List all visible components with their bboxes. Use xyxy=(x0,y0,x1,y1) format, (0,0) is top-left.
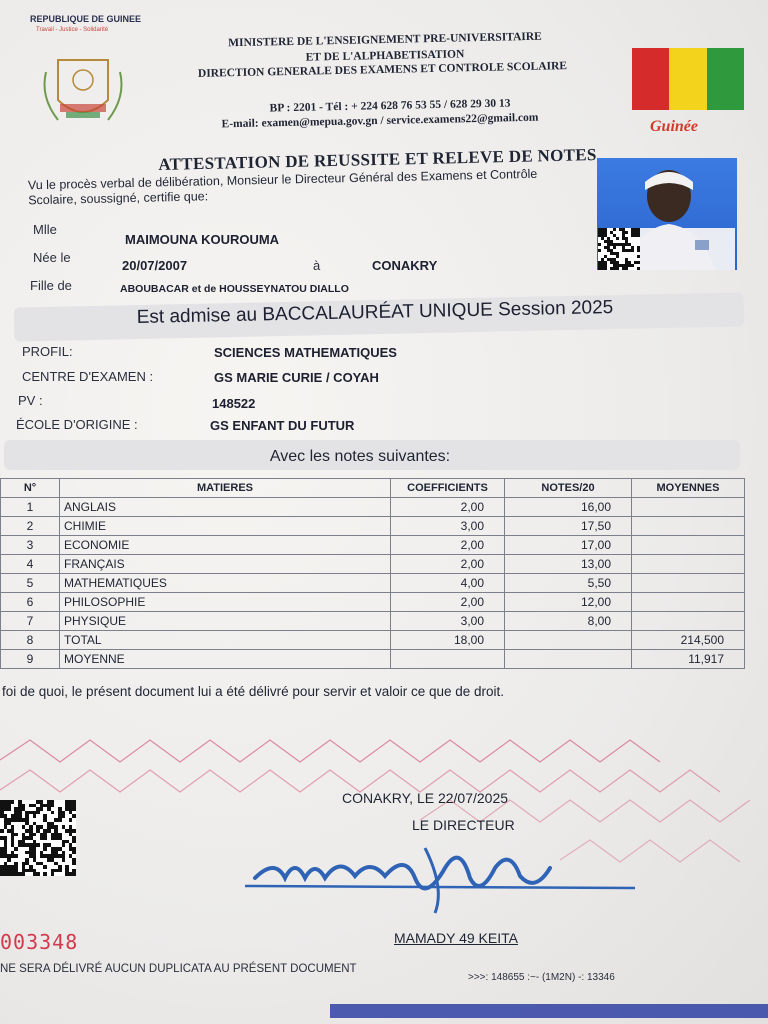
cell-coefficient: 2,00 xyxy=(391,593,505,612)
cell-moyenne xyxy=(632,593,745,612)
photo-qr-code xyxy=(598,228,640,270)
signature-place-date: CONAKRY, LE 22/07/2025 xyxy=(342,790,509,806)
cell-moyenne xyxy=(632,517,745,536)
security-wave-pattern xyxy=(0,700,768,960)
bottom-blue-strip xyxy=(330,1004,768,1018)
cell-coefficient: 3,00 xyxy=(391,517,505,536)
guinea-flag xyxy=(632,48,744,110)
ecole-label: ÉCOLE D'ORIGINE : xyxy=(16,417,138,432)
serial-number: 003348 xyxy=(0,930,79,954)
cell-moyenne: 11,917 xyxy=(632,650,745,669)
table-row xyxy=(1,536,745,555)
cell-note: 17,00 xyxy=(505,536,632,555)
table-row xyxy=(1,650,745,669)
cell-note: 12,00 xyxy=(505,593,632,612)
pv-value: 148522 xyxy=(212,396,256,411)
cell-coefficient: 3,00 xyxy=(391,612,505,631)
cell-note: 16,00 xyxy=(505,498,632,517)
cell-number: 8 xyxy=(1,631,60,650)
cell-matiere: TOTAL xyxy=(60,631,391,650)
header-coefficients: COEFFICIENTS xyxy=(391,479,505,498)
parents-label: Fille de xyxy=(30,278,72,293)
document-qr-code xyxy=(0,800,76,876)
cell-matiere: ANGLAIS xyxy=(60,498,391,517)
table-row xyxy=(1,498,745,517)
contact-phone: BP : 2201 - Tél : + 224 628 76 53 55 / 628 29 30 13 xyxy=(269,97,511,115)
centre-label: CENTRE D'EXAMEN : xyxy=(22,369,154,384)
cell-coefficient: 2,00 xyxy=(391,555,505,574)
table-row xyxy=(1,517,745,536)
cell-note: 5,50 xyxy=(505,574,632,593)
closing-statement: foi de quoi, le présent document lui a été délivré pour servir et valoir ce que de droit. xyxy=(2,684,505,699)
table-row xyxy=(1,574,745,593)
grades-table xyxy=(0,478,745,669)
pv-label: PV : xyxy=(18,393,43,408)
intro-text: Vu le procès verbal de délibération, Monsieur le Directeur Général des Examens et Contrôle Scolaire, soussigné, certifie que: xyxy=(27,166,538,208)
table-row xyxy=(1,631,745,650)
cell-note: 17,50 xyxy=(505,517,632,536)
signatory-name: MAMADY 49 KEITA xyxy=(394,930,518,946)
cell-moyenne xyxy=(632,574,745,593)
cell-number: 6 xyxy=(1,593,60,612)
cell-note xyxy=(505,650,632,669)
flag-band-yellow xyxy=(669,48,706,110)
cell-number: 9 xyxy=(1,650,60,669)
flag-caption: Guinée xyxy=(650,118,698,135)
centre-value: GS MARIE CURIE / COYAH xyxy=(214,370,379,385)
cell-coefficient: 2,00 xyxy=(391,498,505,517)
cell-moyenne xyxy=(632,536,745,555)
student-name: MAIMOUNA KOUROUMA xyxy=(125,232,280,247)
cell-moyenne xyxy=(632,555,745,574)
cell-number: 3 xyxy=(1,536,60,555)
cell-moyenne xyxy=(632,612,745,631)
cell-note: 8,00 xyxy=(505,612,632,631)
parents-names: ABOUBACAR et de HOUSSEYNATOU DIALLO xyxy=(120,283,349,295)
ministry-line-2: ET DE L'ALPHABETISATION xyxy=(305,48,465,64)
birth-date: 20/07/2007 xyxy=(122,258,188,273)
cell-number: 2 xyxy=(1,517,60,536)
contact-email: E-mail: examen@mepua.gov.gn / service.examens22@gmail.com xyxy=(221,111,539,131)
cell-matiere: MOYENNE xyxy=(60,650,391,669)
flag-band-red xyxy=(632,48,669,110)
cell-note xyxy=(505,631,632,650)
birth-place: CONAKRY xyxy=(372,258,438,273)
birth-at-label: à xyxy=(313,258,321,273)
header-notes: NOTES/20 xyxy=(505,479,632,498)
header-moyennes: MOYENNES xyxy=(632,479,745,498)
ministry-line-3: DIRECTION GENERALE DES EXAMENS ET CONTROLE SCOLAIRE xyxy=(197,60,568,80)
table-row xyxy=(1,555,745,574)
ministry-line-1: MINISTERE DE L'ENSEIGNEMENT PRE-UNIVERSITAIRE xyxy=(228,30,542,50)
header-number: N° xyxy=(1,479,60,498)
header-matieres: MATIERES xyxy=(60,479,391,498)
cell-matiere: PHYSIQUE xyxy=(60,612,391,631)
ecole-value: GS ENFANT DU FUTUR xyxy=(210,418,355,433)
cell-matiere: FRANÇAIS xyxy=(60,555,391,574)
cell-number: 1 xyxy=(1,498,60,517)
table-row xyxy=(1,593,745,612)
cell-note: 13,00 xyxy=(505,555,632,574)
grades-table-header xyxy=(1,479,745,498)
cell-matiere: MATHEMATIQUES xyxy=(60,574,391,593)
flag-band-green xyxy=(707,48,744,110)
cell-matiere: ECONOMIE xyxy=(60,536,391,555)
footer-notice: NE SERA DÉLIVRÉ AUCUN DUPLICATA AU PRÉSENT DOCUMENT xyxy=(0,963,357,975)
cell-moyenne xyxy=(632,498,745,517)
cell-matiere: CHIMIE xyxy=(60,517,391,536)
republic-name: REPUBLIQUE DE GUINEE xyxy=(30,14,142,24)
table-row xyxy=(1,612,745,631)
cell-matiere: PHILOSOPHIE xyxy=(60,593,391,612)
profil-label: PROFIL: xyxy=(22,344,73,359)
cell-coefficient: 18,00 xyxy=(391,631,505,650)
republic-motto: Travail - Justice - Solidarité xyxy=(36,27,109,33)
civility-label: Mlle xyxy=(33,222,57,237)
cell-moyenne: 214,500 xyxy=(632,631,745,650)
handwritten-signature xyxy=(245,838,645,918)
document-title: ATTESTATION DE REUSSITE ET RELEVE DE NOTES xyxy=(158,145,597,174)
birth-date-label: Née le xyxy=(33,250,71,265)
admission-statement: Est admise au BACCALAURÉAT UNIQUE Session 2025 xyxy=(136,297,614,328)
signature-role: LE DIRECTEUR xyxy=(412,817,515,833)
cell-number: 7 xyxy=(1,612,60,631)
cell-coefficient: 4,00 xyxy=(391,574,505,593)
coat-of-arms-emblem xyxy=(38,42,128,134)
cell-number: 4 xyxy=(1,555,60,574)
cell-coefficient xyxy=(391,650,505,669)
cell-number: 5 xyxy=(1,574,60,593)
footer-reference: >>>: 148655 :~- (1M2N) -: 13346 xyxy=(468,972,615,983)
profil-value: SCIENCES MATHEMATIQUES xyxy=(214,345,397,360)
cell-coefficient: 2,00 xyxy=(391,536,505,555)
notes-heading: Avec les notes suivantes: xyxy=(269,448,451,465)
